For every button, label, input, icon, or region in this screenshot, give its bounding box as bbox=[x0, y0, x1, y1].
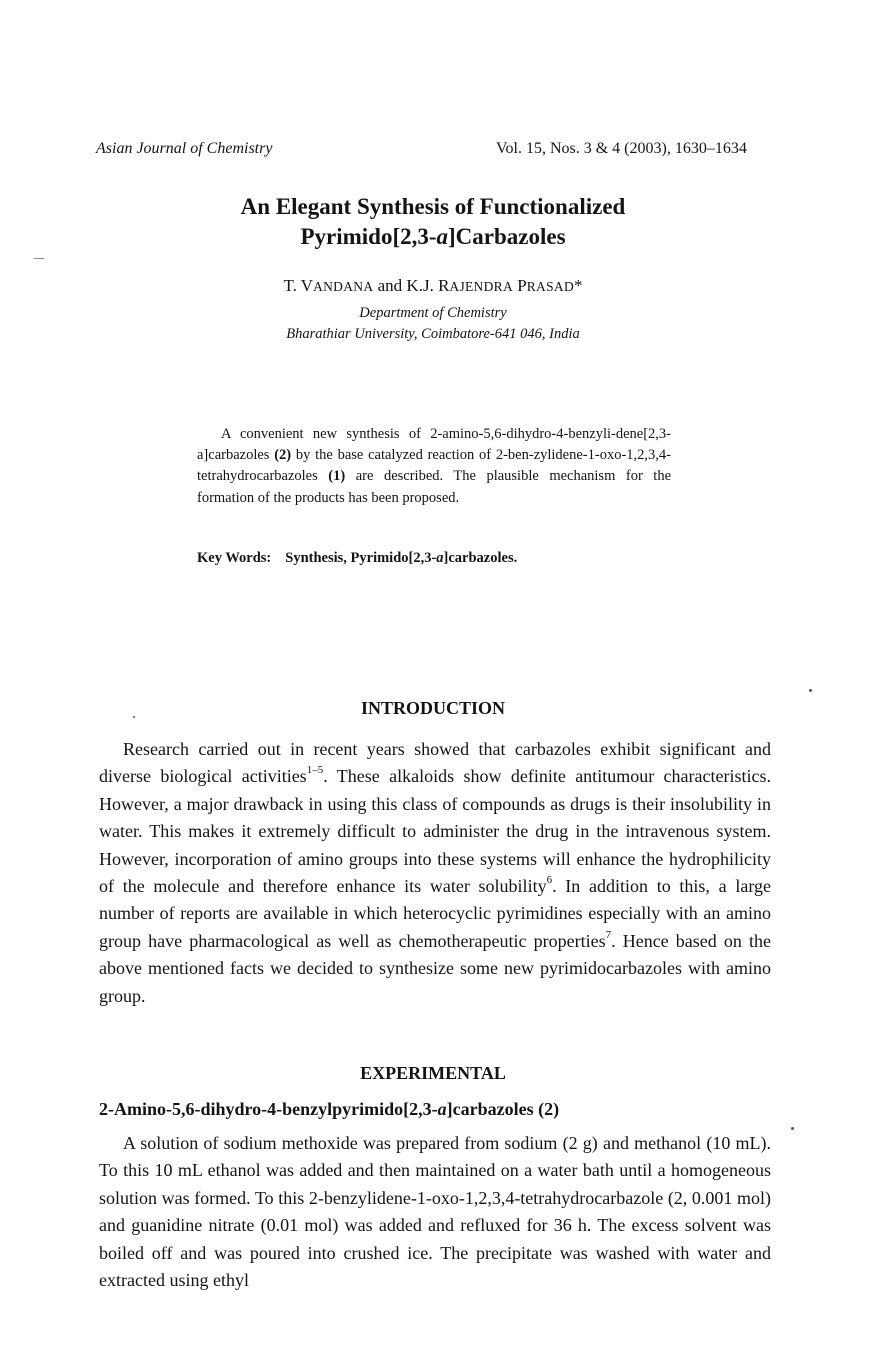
scan-mark bbox=[34, 258, 44, 259]
introduction-heading: INTRODUCTION bbox=[360, 698, 506, 718]
scan-speck bbox=[133, 716, 135, 718]
experimental-subheading: 2-Amino-5,6-dihydro-4-benzylpyrimido[2,3-a]carbazoles (2) bbox=[99, 1099, 560, 1119]
affiliation bbox=[0, 303, 866, 345]
volume-info: Vol. 15, Nos. 3 & 4 (2003), 1630–1634 bbox=[496, 140, 747, 157]
experimental-heading: EXPERIMENTAL bbox=[360, 1063, 506, 1083]
title-line-1: An Elegant Synthesis of Functionalized bbox=[240, 194, 626, 219]
department: Department of Chemistry bbox=[359, 305, 507, 321]
keywords: Key Words: Synthesis, Pyrimido[2,3-a]carbazoles. bbox=[197, 550, 518, 566]
scan-speck bbox=[809, 689, 812, 692]
author-list: T. VANDANA and K.J. RAJENDRA PRASAD* bbox=[283, 276, 583, 295]
journal-name: Asian Journal of Chemistry bbox=[96, 140, 273, 157]
paper-title bbox=[0, 192, 866, 252]
introduction-paragraph: Research carried out in recent years showed that carbazoles exhibit significant and diverse biological activities$^{1-5}$. These alkaloids show definite antitumour characteristics. However, a major drawback in using this class of compounds as drugs is their insolubility in water. This makes it extremely difficult to administer the drug in the intravenous system. However, incorporation of amino groups into these systems will enhance the hydrophilicity of the molecule and therefore enhance its water solubility$^6$. In addition to this, a large number of reports are available in which heterocyclic pyrimidines especially with an amino group have pharmacological as well as chemotherapeutic properties$^7$. Hence based on the above mentioned facts we decided to synthesize some new pyrimidocarbazoles with amino group. bbox=[99, 739, 772, 1006]
experimental-paragraph: A solution of sodium methoxide was prepared from sodium (2 g) and methanol (10 mL). To this 10 mL ethanol was added and then maintained on a water bath until a homogeneous solution was formed. To this 2-benzylidene-1-oxo-1,2,3,4-tetrahydrocarbazole (2, 0.001 mol) and guanidine nitrate (0.01 mol) was added and refluxed for 36 h. The excess solvent was boiled off and was poured into crushed ice. The precipitate was washed with water and extracted using ethyl bbox=[99, 1133, 771, 1291]
keywords-label: Key Words: bbox=[197, 550, 272, 566]
title-line-2: Pyrimido[2,3-a]Carbazoles bbox=[300, 224, 566, 249]
scan-speck bbox=[791, 1127, 794, 1130]
abstract: A convenient new synthesis of 2-amino-5,6-dihydro-4-benzyli-dene[2,3-a]carbazoles (2) by the base catalyzed reaction of 2-ben-zylidene-1-oxo-1,2,3,4-tetrahydrocarbazoles (1) are described. The plausible mechanism for the formation of the products has been proposed. bbox=[197, 426, 672, 506]
university: Bharathiar University, Coimbatore-641 046, India bbox=[286, 326, 580, 342]
